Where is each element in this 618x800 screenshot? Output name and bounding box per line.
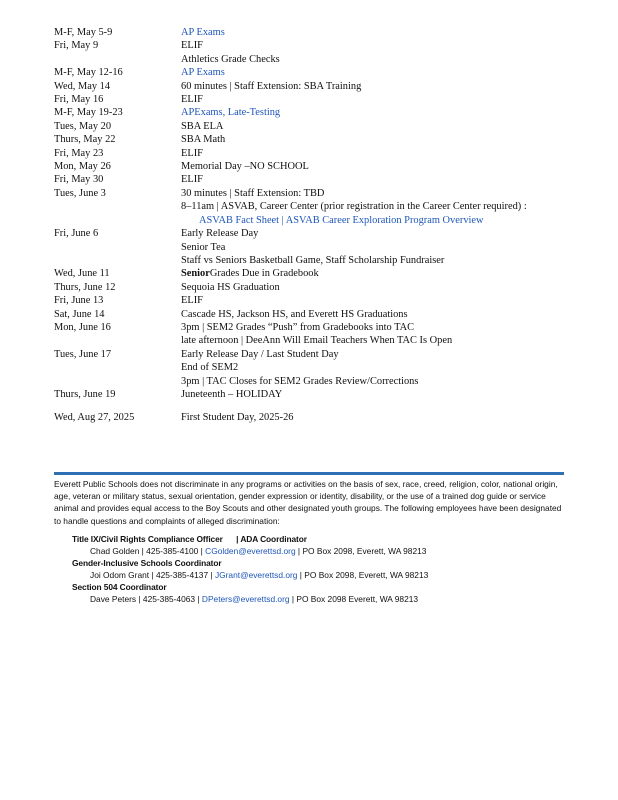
schedule-date: Thurs, May 22 [54, 134, 116, 146]
schedule-row [54, 173, 574, 186]
schedule-event: Sequoia HS Graduation [181, 281, 280, 293]
contact-list [54, 533, 564, 605]
event-text: Grades Due in Gradebook [209, 268, 319, 280]
schedule-date: M-F, May 5-9 [54, 27, 113, 38]
schedule-row [54, 388, 574, 401]
schedule-row [54, 133, 574, 146]
schedule-date: Tues, June 17 [54, 348, 112, 360]
schedule-row [54, 39, 574, 52]
contact-line [54, 593, 564, 605]
schedule-event: 60 minutes | Staff Extension: SBA Training [181, 80, 362, 92]
schedule-date: Fri, June 13 [54, 295, 104, 307]
schedule-event: Staff vs Seniors Basketball Game, Staff Scholarship Fundraiser [181, 254, 445, 266]
contact-name-phone: Dave Peters | 425-385-4063 | [90, 593, 202, 604]
schedule-date [54, 53, 181, 66]
contact-email-link[interactable]: DPeters@everettsd.org [201, 593, 290, 604]
schedule-date: Tues, June 3 [54, 187, 106, 199]
schedule-event [181, 267, 574, 280]
schedule-event-link[interactable]: APExams, Late-Testing [181, 107, 281, 119]
schedule-event: Memorial Day –NO SCHOOL [181, 161, 309, 173]
schedule-date: Mon, June 16 [54, 321, 111, 333]
schedule-date: Thurs, June 19 [54, 388, 116, 400]
schedule-date [54, 214, 181, 227]
schedule-date: Fri, May 16 [54, 94, 104, 106]
schedule-date: Fri, May 9 [54, 40, 99, 52]
schedule-event: ELIF [181, 94, 203, 106]
nondiscrimination-notice: Everett Public Schools does not discriminate in any programs or activities on the basis of sex, race, creed, religion, color, national origin, age, veteran or military status, sexual orientation, gender expression or identity, disability, or the use of a trained dog guide or service animal and provides equal access to the Boy Scouts and other designated youth groups. The following employees have been designated to handle questions and complaints of alleged discrimination: [54, 479, 562, 526]
schedule-event: SBA Math [181, 134, 226, 146]
schedule-date: M-F, May 12-16 [54, 67, 123, 79]
schedule-event: ELIF [181, 40, 203, 52]
contact-title: Section 504 Coordinator [72, 581, 167, 592]
schedule-date: Thurs, June 12 [54, 281, 116, 293]
schedule-row [54, 214, 574, 227]
calendar-schedule [54, 26, 574, 425]
schedule-date: Wed, June 11 [54, 268, 110, 280]
schedule-row [54, 147, 574, 160]
schedule-row [54, 411, 574, 424]
schedule-event: 8–11am | ASVAB, Career Center (prior registration in the Career Center required) : [181, 201, 527, 213]
contact-line [54, 569, 564, 581]
schedule-date [54, 334, 181, 347]
schedule-row [54, 267, 574, 280]
footer-divider [54, 472, 564, 475]
schedule-date [54, 375, 181, 388]
schedule-event: ELIF [181, 174, 203, 186]
schedule-row [54, 308, 574, 321]
schedule-row [54, 200, 574, 213]
schedule-event: 3pm | SEM2 Grades “Push” from Gradebooks into TAC [181, 321, 415, 333]
schedule-date [54, 200, 181, 213]
schedule-event: End of SEM2 [181, 362, 239, 374]
schedule-event: 3pm | TAC Closes for SEM2 Grades Review/Corrections [181, 375, 419, 387]
schedule-date: Wed, Aug 27, 2025 [54, 412, 135, 424]
schedule-date [54, 241, 181, 254]
schedule-date: Fri, May 23 [54, 147, 104, 159]
schedule-date [54, 361, 181, 374]
contact-line [54, 545, 564, 557]
schedule-event: Juneteenth – HOLIDAY [181, 388, 283, 400]
schedule-row [54, 254, 574, 267]
schedule-row [54, 375, 574, 388]
schedule-date: Tues, May 20 [54, 120, 112, 132]
schedule-event: SBA ELA [181, 120, 224, 132]
schedule-row [54, 241, 574, 254]
schedule-event: Early Release Day / Last Student Day [181, 348, 339, 360]
schedule-event: late afternoon | DeeAnn Will Email Teachers When TAC Is Open [181, 335, 453, 347]
schedule-event: ELIF [181, 147, 203, 159]
schedule-event: Early Release Day [181, 228, 259, 240]
schedule-row [54, 160, 574, 173]
contact-address: | PO Box 2098, Everett, WA 98213 [297, 569, 429, 580]
schedule-row [54, 281, 574, 294]
schedule-event: ELIF [181, 295, 203, 307]
schedule-event: First Student Day, 2025-26 [181, 412, 294, 424]
contact-address: | PO Box 2098 Everett, WA 98213 [289, 593, 419, 604]
schedule-spacer [54, 401, 574, 411]
schedule-date: M-F, May 19-23 [54, 107, 123, 119]
event-emphasis: Senior [181, 268, 210, 280]
contact-title: Title IX/Civil Rights Compliance Officer | ADA Coordinator [72, 533, 307, 544]
schedule-row [54, 26, 574, 39]
schedule-date: Fri, June 6 [54, 228, 99, 240]
schedule-date: Mon, May 26 [54, 161, 111, 173]
schedule-row [54, 361, 574, 374]
schedule-row [54, 187, 574, 200]
contact-email-link[interactable]: JGrant@everettsd.org [214, 569, 298, 580]
schedule-event: Cascade HS, Jackson HS, and Everett HS Graduations [181, 308, 408, 320]
schedule-row [54, 348, 574, 361]
schedule-row [54, 321, 574, 334]
schedule-date: Fri, May 30 [54, 174, 104, 186]
nondiscrimination-footer [54, 472, 564, 605]
schedule-row [54, 53, 574, 66]
schedule-date: Wed, May 14 [54, 80, 111, 92]
schedule-event: 30 minutes | Staff Extension: TBD [181, 187, 325, 199]
schedule-event: Senior Tea [181, 241, 226, 253]
schedule-row [54, 294, 574, 307]
schedule-row [54, 93, 574, 106]
contact-address: | PO Box 2098, Everett, WA 98213 [295, 545, 427, 556]
schedule-row [54, 66, 574, 79]
contact-email-link[interactable]: CGolden@everettsd.org [205, 545, 296, 556]
schedule-event-link[interactable]: AP Exams [181, 67, 225, 79]
contact-title: Gender-Inclusive Schools Coordinator [72, 557, 222, 568]
schedule-date [54, 254, 181, 267]
schedule-row [54, 80, 574, 93]
schedule-event-link[interactable]: AP Exams [181, 27, 225, 38]
schedule-event-link[interactable]: ASVAB Fact Sheet | ASVAB Career Exploration Program Overview [199, 214, 484, 226]
contact-name-phone: Chad Golden | 425-385-4100 | [90, 545, 206, 556]
schedule-row [54, 120, 574, 133]
schedule-date: Sat, June 14 [54, 308, 105, 320]
schedule-event: Athletics Grade Checks [181, 53, 280, 65]
schedule-row [54, 106, 574, 119]
schedule-row [54, 227, 574, 240]
contact-name-phone: Joi Odom Grant | 425-385-4137 | [90, 569, 215, 580]
schedule-row [54, 334, 574, 347]
